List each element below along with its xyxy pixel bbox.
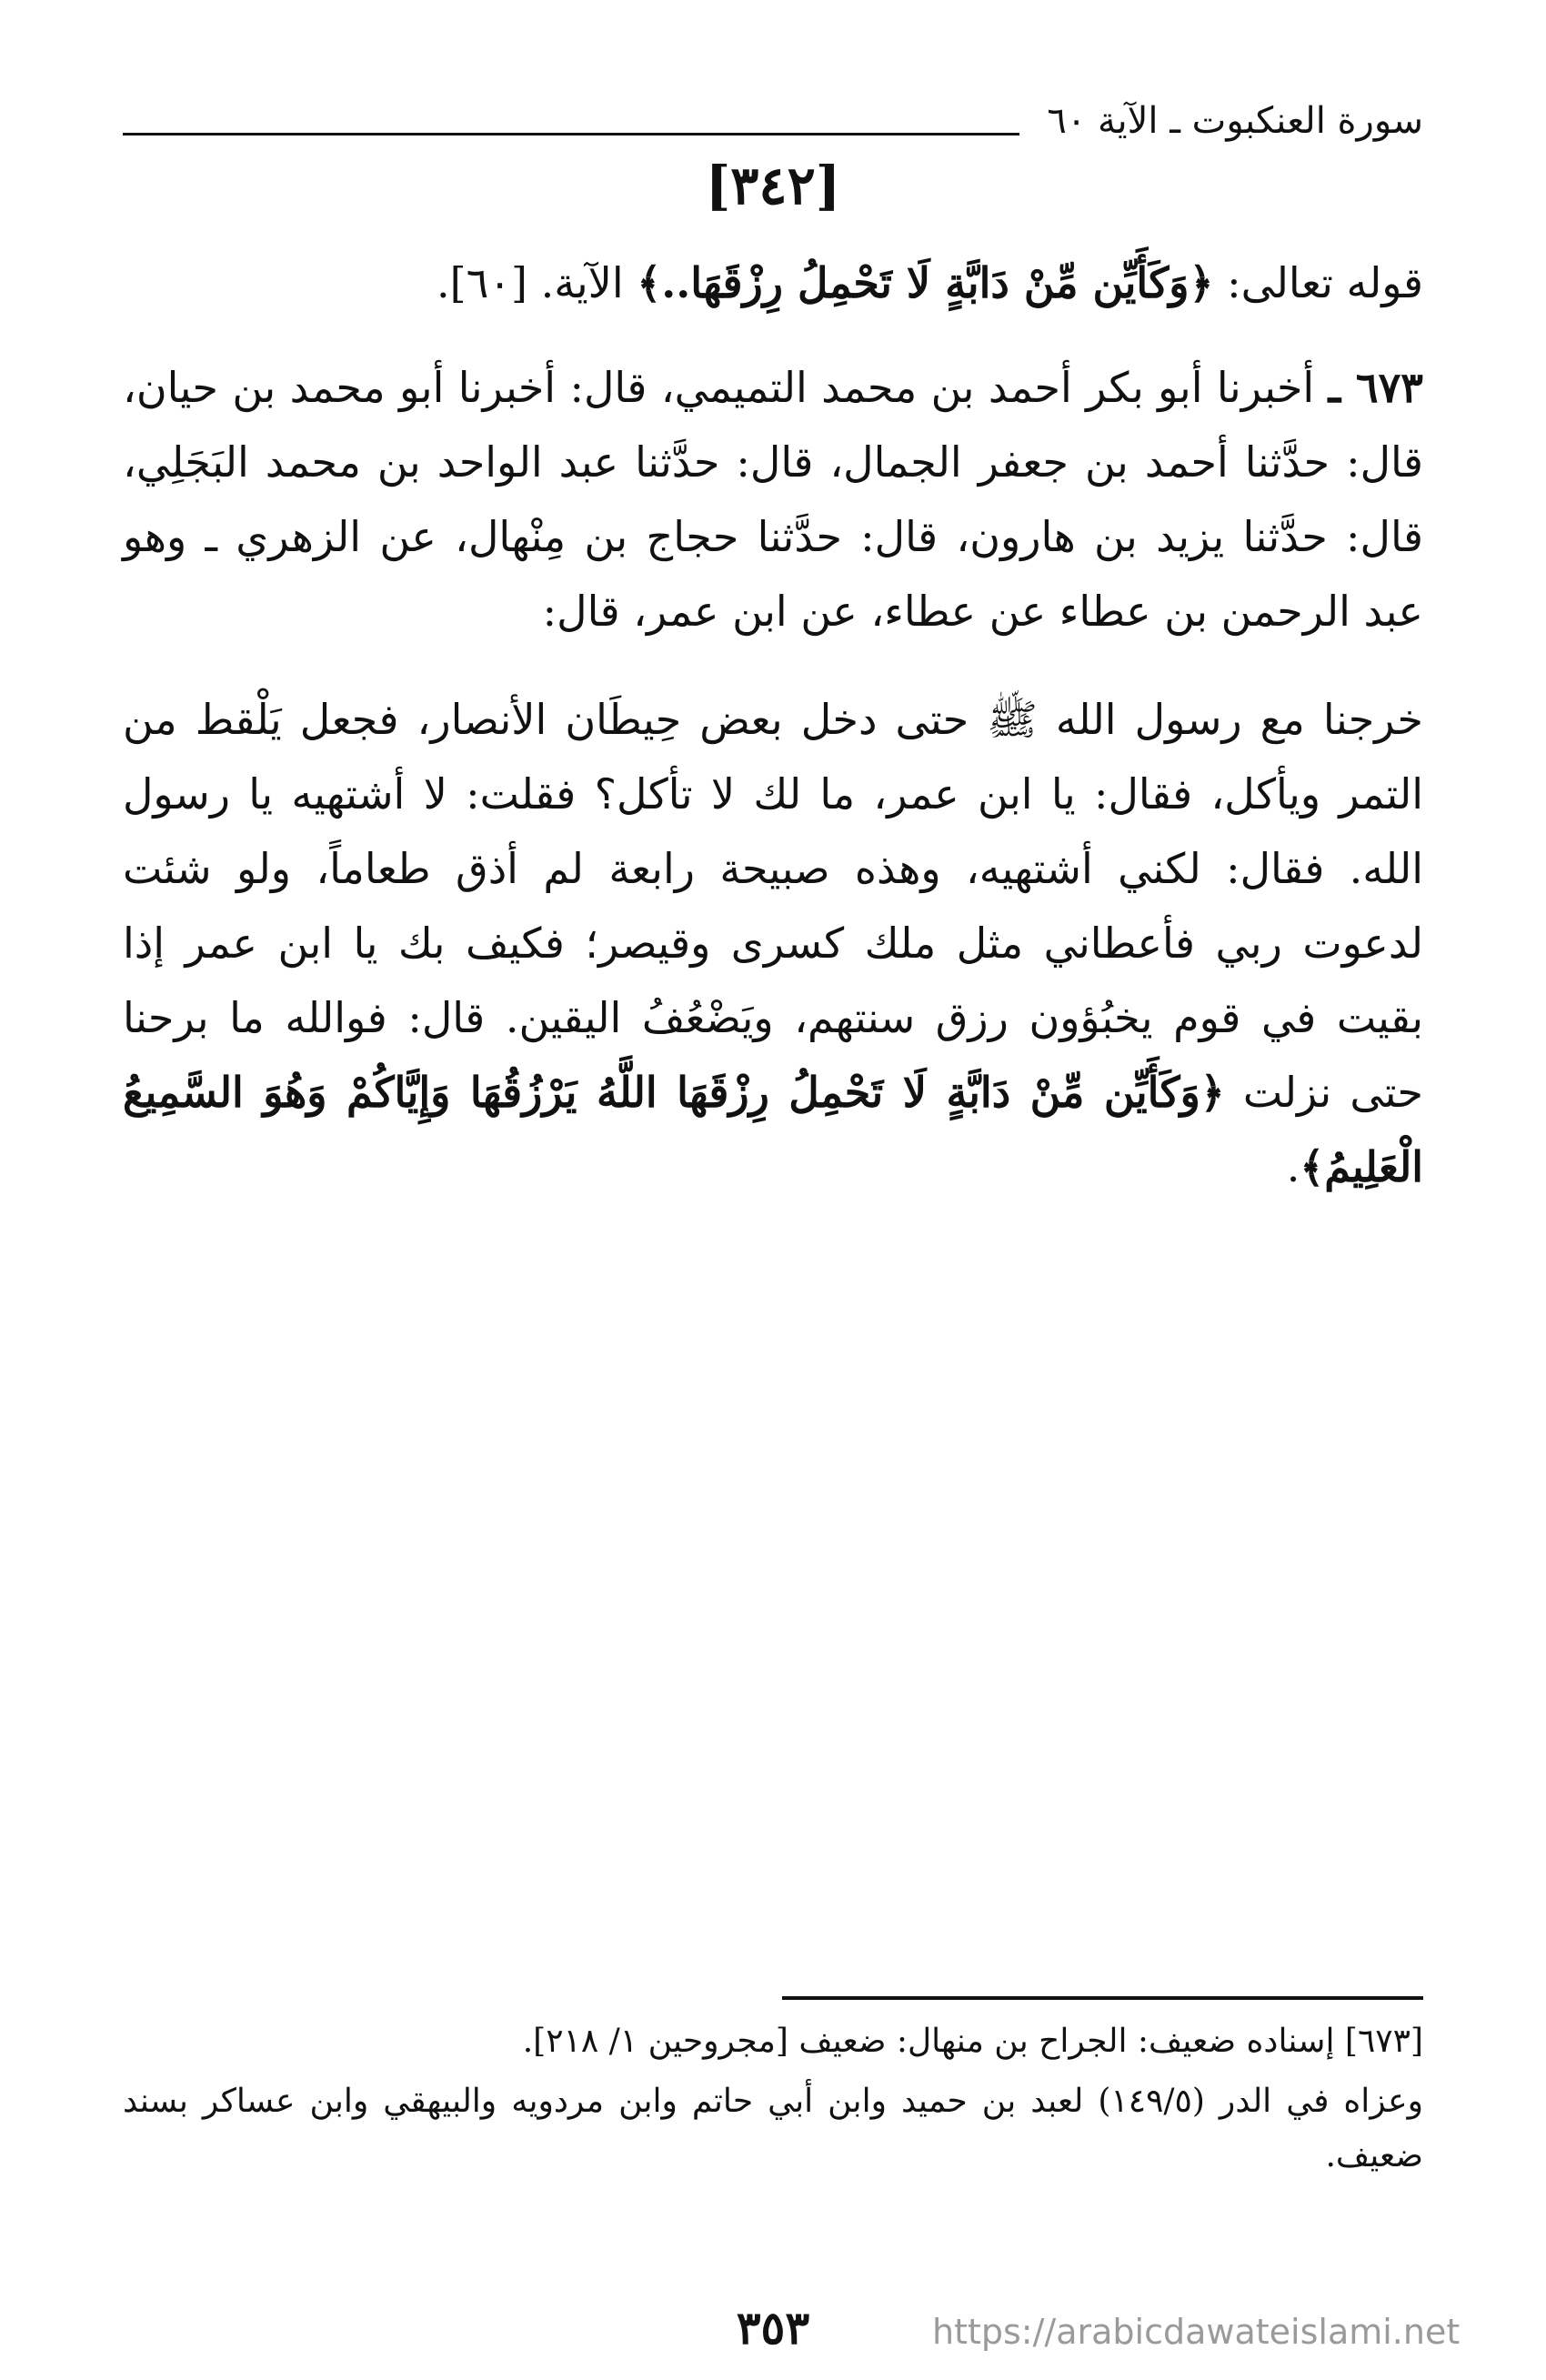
hadith-isnad: أخبرنا أبو بكر أحمد بن محمد التميمي، قال: أخبرنا أبو محمد بن حيان، قال: حدَّثنا أحمد بن جعفر الجمال، قال: حدَّثنا عبد الواحد بن محمد البَجَلِي، قال: حدَّثنا يزيد بن هارون، قال: حدَّثنا حجاج بن مِنْهال، عن الزهري ـ وهو عبد الرحمن بن عطاء عن عطاء، عن ابن عمر، قال: [123, 363, 1423, 636]
footnote-1: [٦٧٣] إسناده ضعيف: الجراح بن منهال: ضعيف [مجروحين ١/ ٢١٨]. [522, 2023, 1423, 2060]
hadith-narrative-paragraph [123, 682, 1423, 1204]
footnote-rule [782, 1996, 1423, 2000]
running-title: سورة العنكبوت ـ الآية ٦٠ [1019, 100, 1423, 142]
page-number: ٣٥٣ [736, 2301, 810, 2355]
hadith-number: ٦٧٣ ـ [1328, 363, 1424, 412]
watermark-url: https://arabicdawateislami.net [932, 2312, 1461, 2352]
verse-intro-suffix: الآية. [٦٠]. [437, 258, 637, 307]
verse-intro [123, 246, 1423, 320]
section-number: [٣٤٢] [705, 155, 841, 216]
verse-intro-prefix: قوله تعالى: [1213, 258, 1423, 307]
narrative-text: خرجنا مع رسول الله ﷺ حتى دخل بعض حِيطَان الأنصار، فجعل يَلْقط من التمر ويأكل، فقال: يا ابن عمر، ما لك لا تأكل؟ فقلت: لا أشتهيه يا رسول الله. فقال: لكني أشتهيه، وهذه صبيحة رابعة لم أذق طعاماً، ولو شئت لدعوت ربي فأعطاني مثل ملك كسرى وقيصر؛ فكيف بك يا ابن عمر إذا بقيت في قوم يخبُؤون رزق سنتهم، ويَضْعُفُ اليقين. قال: فوالله ما برحنا حتى نزلت [123, 695, 1423, 1117]
footnotes [123, 2014, 1423, 2189]
narrative-end: . [1286, 1142, 1300, 1191]
running-header [123, 100, 1423, 146]
footnote-2: وعزاه في الدر (١٤٩/٥) لعبد بن حميد وابن أبي حاتم وابن مردويه والبيهقي وابن عساكر بسند ضعيف. [123, 2083, 1424, 2174]
hadith-isnad-paragraph [123, 350, 1423, 648]
narrative-quran-verse: ﴿وَكَأَيِّن مِّنْ دَابَّةٍ لَا تَحْمِلُ رِزْقَهَا اللَّهُ يَرْزُقُهَا وَإِيَّاكُمْ وَهُوَ السَّمِيعُ الْعَلِيمُ﴾ [123, 1068, 1423, 1191]
verse-quote: ﴿وَكَأَيِّن مِّنْ دَابَّةٍ لَا تَحْمِلُ رِزْقَهَا..﴾ [637, 258, 1214, 307]
